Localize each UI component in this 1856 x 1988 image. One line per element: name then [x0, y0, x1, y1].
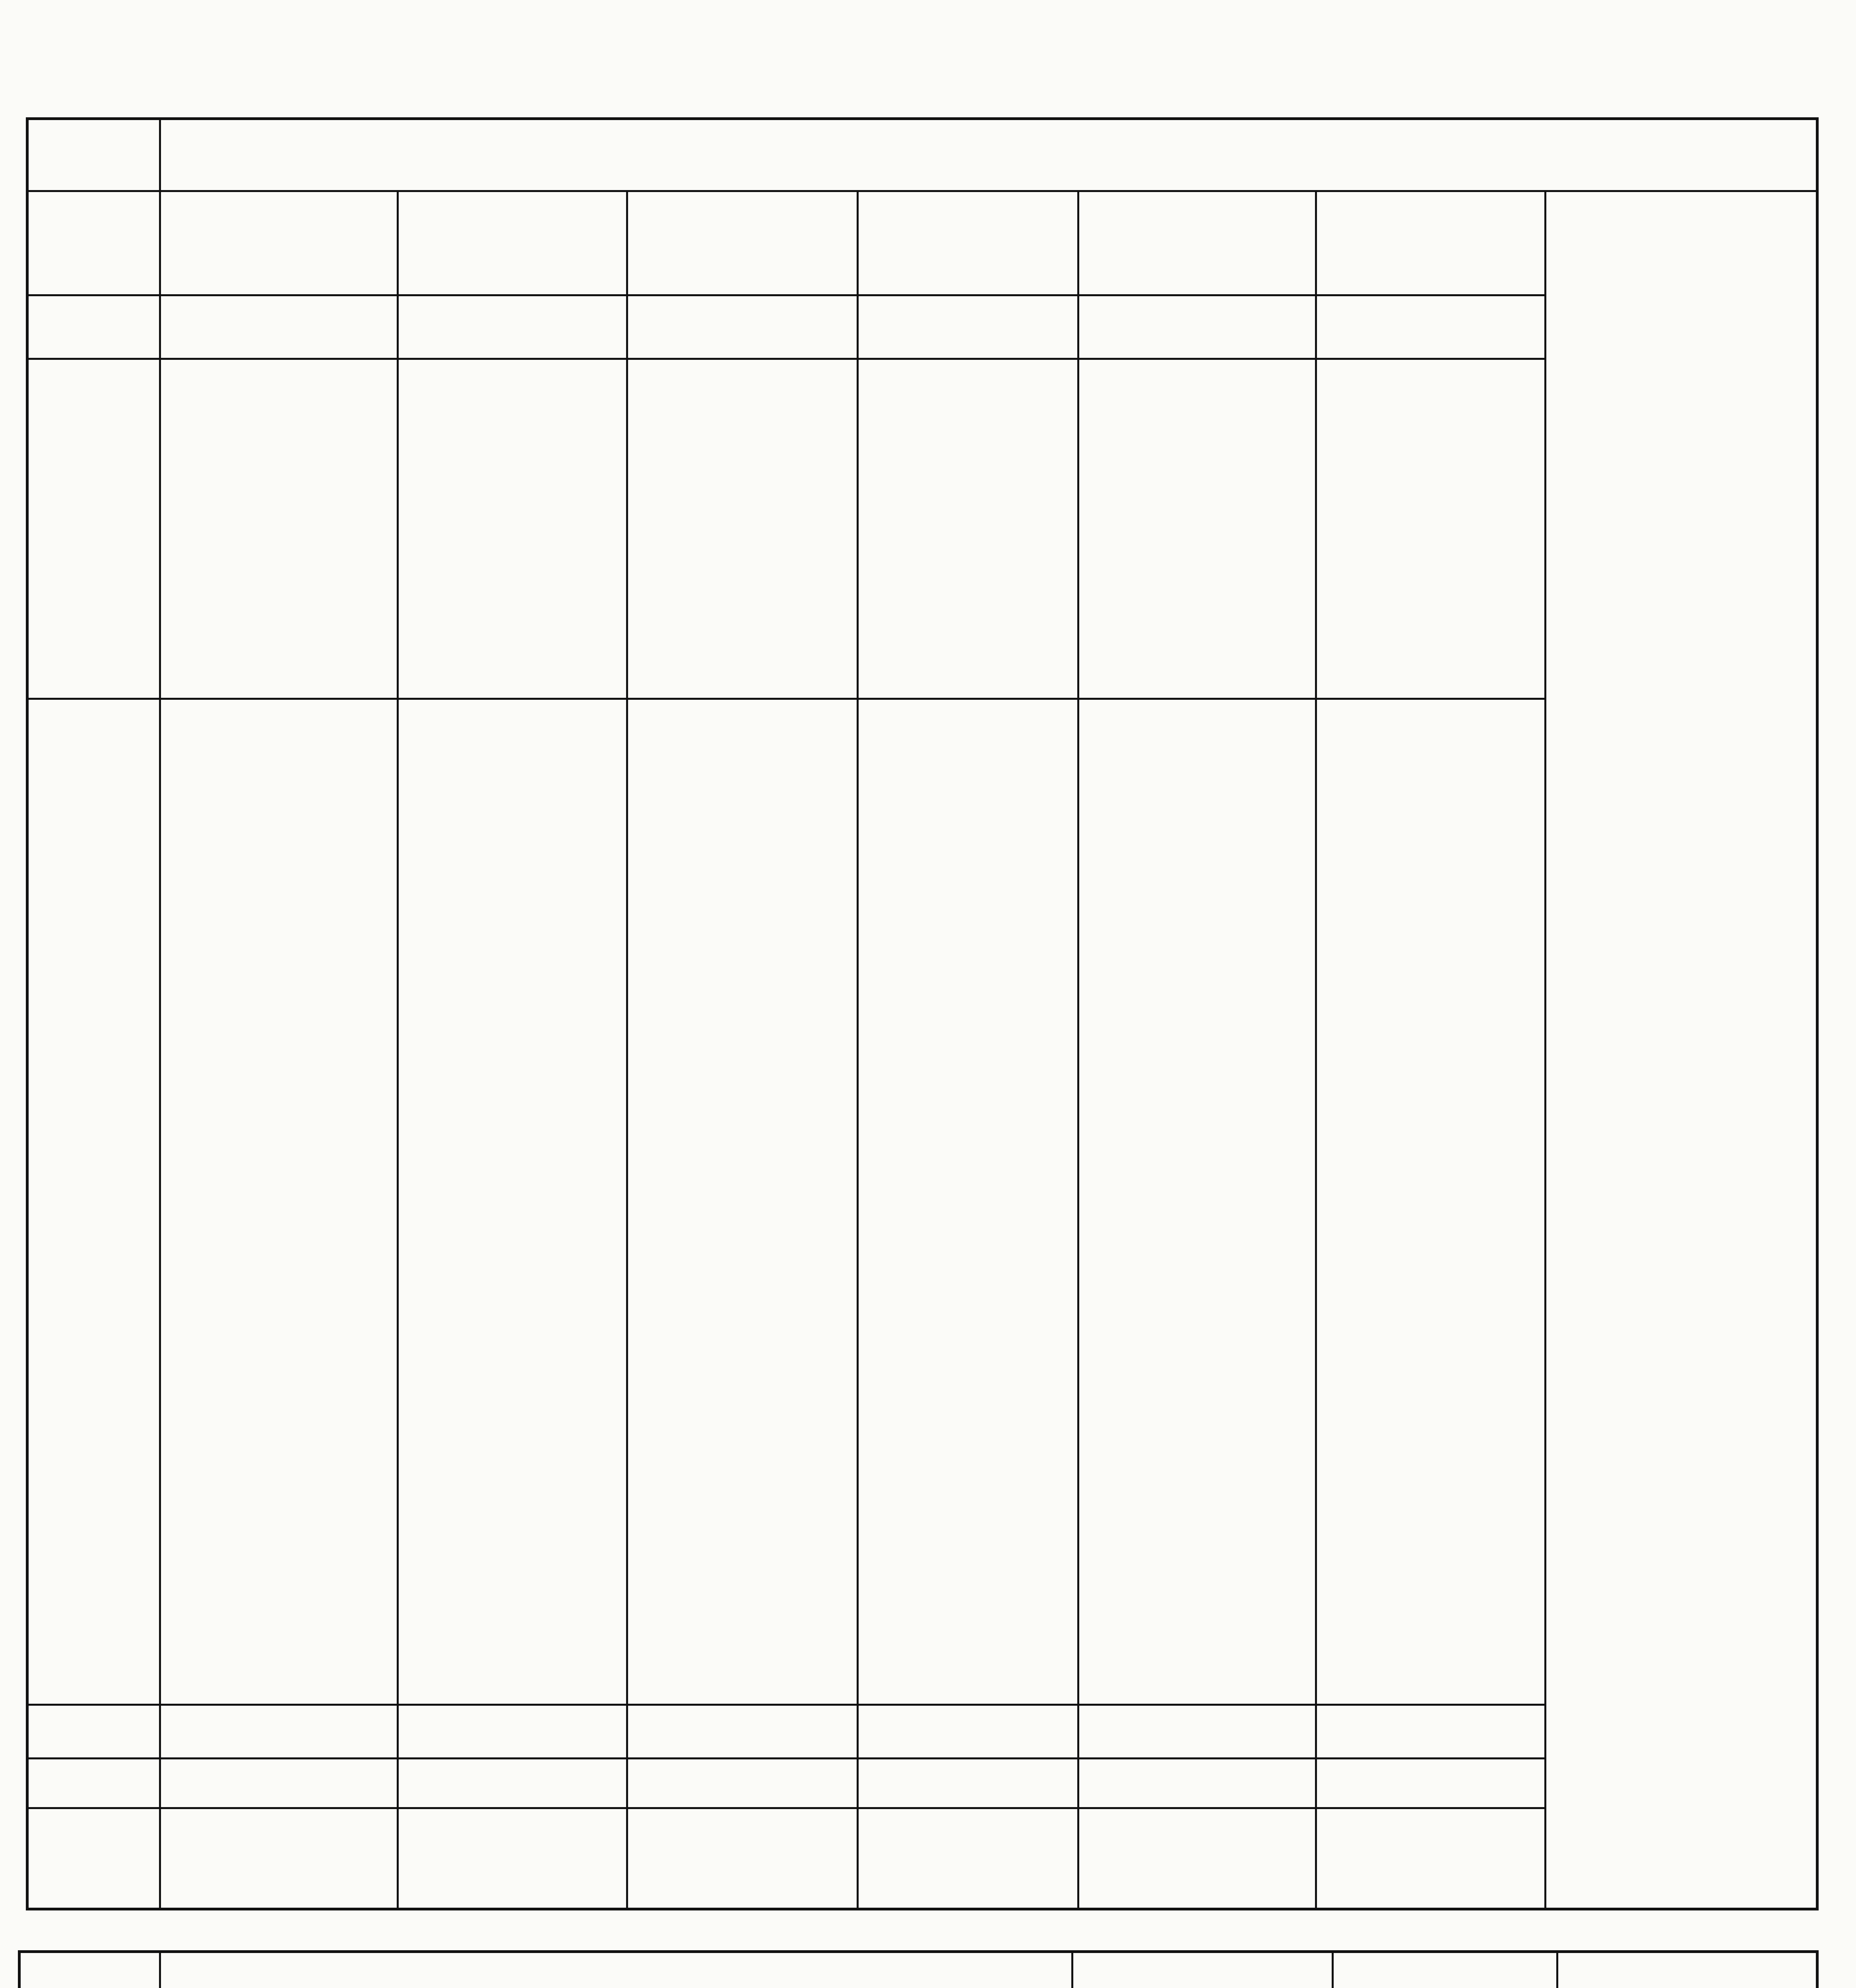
rule: [1544, 190, 1546, 1910]
rule: [159, 1950, 161, 1988]
main-table: [26, 117, 1819, 1910]
rule: [626, 190, 628, 1910]
rule: [1071, 1950, 1073, 1988]
rule: [397, 190, 399, 1910]
hoehenwinde-table: [18, 1950, 1819, 1988]
rule: [1556, 1950, 1558, 1988]
rule: [1315, 190, 1317, 1910]
rule: [26, 190, 1819, 192]
rule: [159, 117, 161, 1910]
rule: [857, 190, 859, 1910]
rule: [1332, 1950, 1334, 1988]
rule: [1077, 190, 1079, 1910]
